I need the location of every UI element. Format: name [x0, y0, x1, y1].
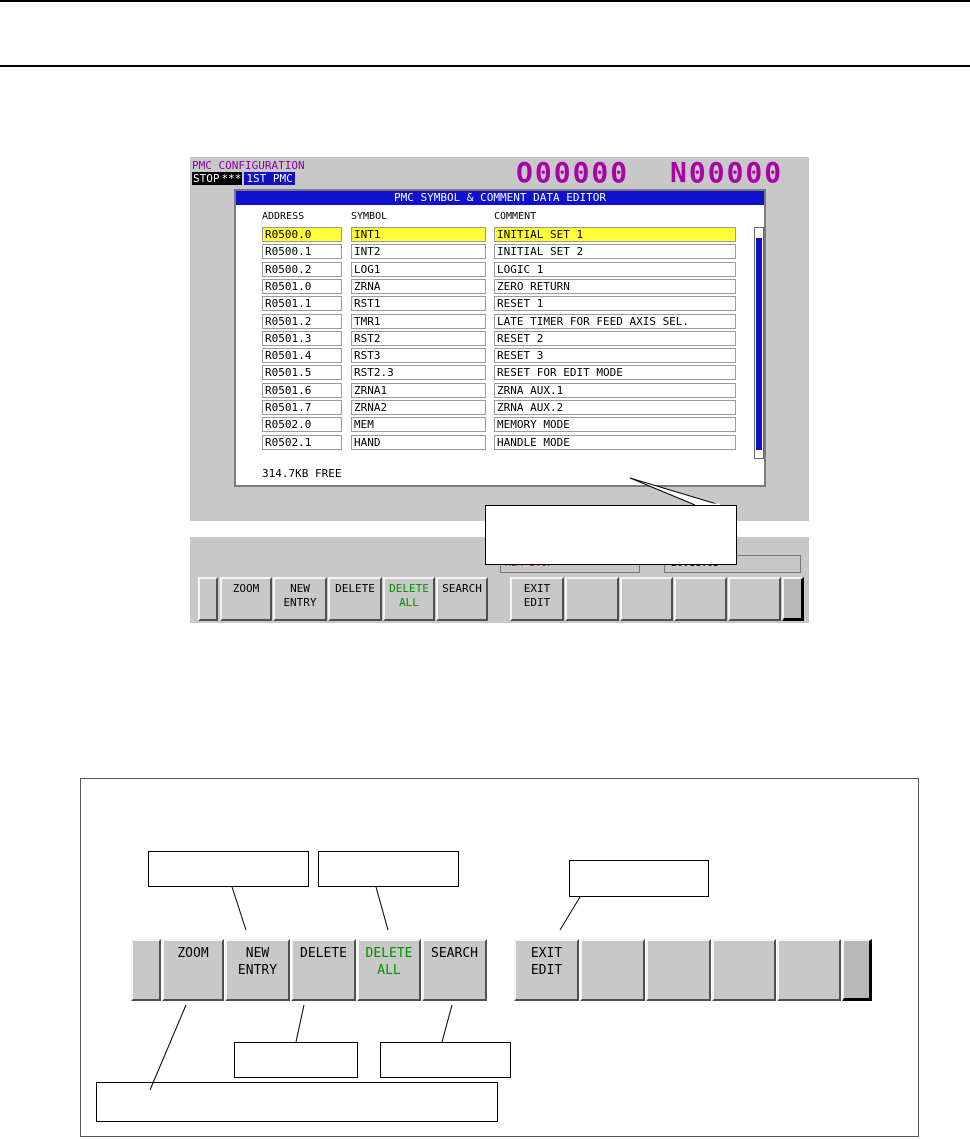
status-row — [192, 172, 295, 185]
cell-symbol[interactable]: INT2 — [351, 244, 486, 259]
enlarged-delete-all-label-1: DELETE — [365, 946, 413, 961]
cell-address[interactable]: R0501.3 — [262, 331, 342, 346]
enlarged-softkey-blank-4[interactable] — [777, 939, 841, 1001]
softkey-blank-2[interactable] — [620, 577, 673, 621]
enlarged-softkey-right-continue[interactable] — [842, 939, 872, 1001]
softkey-exit-edit-label-1: EXIT — [523, 582, 551, 595]
callout-box — [485, 505, 737, 565]
softkey-new-entry-label-1: NEW — [290, 582, 310, 595]
status-stop: STOP — [193, 172, 220, 185]
cell-comment[interactable]: INITIAL SET 2 — [494, 244, 736, 259]
label-box-exit-edit — [569, 860, 709, 897]
symbol-editor-window — [234, 189, 766, 487]
cell-comment[interactable]: HANDLE MODE — [494, 435, 736, 450]
cell-address[interactable]: R0501.1 — [262, 296, 342, 311]
cell-address[interactable]: R0502.0 — [262, 417, 342, 432]
cell-address[interactable]: R0501.7 — [262, 400, 342, 415]
status-asterisks: *** — [221, 172, 242, 185]
enlarged-new-entry-label-1: NEW — [245, 946, 270, 961]
enlarged-softkey-new-entry[interactable] — [225, 939, 290, 1001]
enlarged-softkey-blank-1[interactable] — [580, 939, 645, 1001]
cell-address[interactable]: R0501.0 — [262, 279, 342, 294]
enlarged-exit-edit-label-1: EXIT — [530, 946, 563, 961]
cell-comment[interactable]: ZERO RETURN — [494, 279, 736, 294]
enlarged-softkey-search[interactable] — [422, 939, 487, 1001]
softkey-search-label: SEARCH — [442, 582, 482, 595]
softkey-zoom[interactable] — [220, 577, 272, 621]
enlarged-delete-label: DELETE — [300, 946, 347, 961]
label-box-delete-all — [318, 851, 459, 887]
top-rule — [0, 0, 970, 2]
softkey-blank-1[interactable] — [565, 577, 619, 621]
cell-comment[interactable]: RESET FOR EDIT MODE — [494, 365, 736, 380]
enlarged-softkey-exit-edit[interactable] — [514, 939, 579, 1001]
screen-title: PMC CONFIGURATION — [192, 159, 305, 172]
cell-comment[interactable]: RESET 1 — [494, 296, 736, 311]
enlarged-softkey-blank-3[interactable] — [712, 939, 776, 1001]
cell-comment[interactable]: RESET 2 — [494, 331, 736, 346]
softkey-delete-all-label-1: DELETE — [389, 582, 429, 595]
cell-address[interactable]: R0501.2 — [262, 314, 342, 329]
cell-symbol[interactable]: LOG1 — [351, 262, 486, 277]
softkey-exit-edit[interactable] — [510, 577, 564, 621]
cell-symbol[interactable]: RST3 — [351, 348, 486, 363]
enlarged-softkey-delete[interactable] — [291, 939, 356, 1001]
cell-symbol[interactable]: ZRNA2 — [351, 400, 486, 415]
cell-address[interactable]: R0500.2 — [262, 262, 342, 277]
cell-comment[interactable]: LATE TIMER FOR FEED AXIS SEL. — [494, 314, 736, 329]
cell-symbol[interactable]: ZRNA1 — [351, 383, 486, 398]
enlarged-softkey-zoom[interactable] — [162, 939, 224, 1001]
enlarged-zoom-label: ZOOM — [177, 946, 209, 961]
softkey-right-continue[interactable] — [782, 577, 804, 621]
softkey-search[interactable] — [436, 577, 488, 621]
label-box-new-entry — [148, 851, 309, 887]
header-rule — [0, 65, 970, 67]
column-comment: COMMENT — [494, 211, 537, 222]
softkey-delete-all[interactable] — [383, 577, 435, 621]
label-box-delete — [234, 1042, 358, 1078]
cell-symbol[interactable]: ZRNA — [351, 279, 486, 294]
enlarged-search-label: SEARCH — [431, 946, 478, 961]
softkey-delete-label: DELETE — [335, 582, 375, 595]
softkey-new-entry[interactable] — [273, 577, 327, 621]
cell-symbol[interactable]: HAND — [351, 435, 486, 450]
cell-symbol[interactable]: RST2.3 — [351, 365, 486, 380]
cell-symbol[interactable]: INT1 — [351, 227, 486, 242]
status-pmc: 1ST PMC — [246, 172, 293, 185]
label-box-search — [380, 1042, 511, 1078]
enlarged-exit-edit-label-2: EDIT — [530, 963, 563, 978]
program-number: O00000 — [516, 157, 630, 189]
cell-comment[interactable]: ZRNA AUX.2 — [494, 400, 736, 415]
free-memory: 314.7KB FREE — [262, 467, 342, 480]
scrollbar-thumb[interactable] — [756, 238, 762, 450]
enlarged-delete-all-label-2: ALL — [377, 963, 401, 978]
scrollbar[interactable] — [754, 227, 764, 459]
softkey-exit-edit-label-2: EDIT — [523, 596, 551, 609]
enlarged-softkey-blank-2[interactable] — [646, 939, 711, 1001]
softkey-blank-3[interactable] — [674, 577, 727, 621]
softkey-zoom-label: ZOOM — [232, 582, 260, 595]
cell-address[interactable]: R0500.0 — [262, 227, 342, 242]
callout-pointer — [600, 470, 740, 510]
softkey-left-return[interactable] — [198, 577, 218, 621]
softkey-delete-all-label-2: ALL — [399, 596, 419, 609]
cell-symbol[interactable]: RST2 — [351, 331, 486, 346]
cell-comment[interactable]: RESET 3 — [494, 348, 736, 363]
softkey-new-entry-label-2: ENTRY — [283, 596, 317, 609]
cell-symbol[interactable]: TMR1 — [351, 314, 486, 329]
column-address: ADDRESS — [262, 211, 305, 222]
label-box-zoom — [96, 1082, 498, 1122]
cell-comment[interactable]: INITIAL SET 1 — [494, 227, 736, 242]
cell-address[interactable]: R0500.1 — [262, 244, 342, 259]
column-symbol: SYMBOL — [351, 211, 388, 222]
enlarged-softkey-left-return[interactable] — [131, 939, 161, 1001]
cell-address[interactable]: R0501.4 — [262, 348, 342, 363]
enlarged-new-entry-label-2: ENTRY — [237, 963, 278, 978]
cell-comment[interactable]: LOGIC 1 — [494, 262, 736, 277]
sequence-number: N00000 — [670, 157, 784, 189]
cell-symbol[interactable]: RST1 — [351, 296, 486, 311]
softkey-blank-4[interactable] — [728, 577, 781, 621]
cell-address[interactable]: R0501.5 — [262, 365, 342, 380]
cell-address[interactable]: R0502.1 — [262, 435, 342, 450]
softkey-delete[interactable] — [328, 577, 382, 621]
cell-comment[interactable]: ZRNA AUX.1 — [494, 383, 736, 398]
editor-title: PMC SYMBOL & COMMENT DATA EDITOR — [236, 191, 764, 205]
cell-symbol[interactable]: MEM — [351, 417, 486, 432]
enlarged-softkey-delete-all[interactable] — [357, 939, 421, 1001]
cell-comment[interactable]: MEMORY MODE — [494, 417, 736, 432]
cell-address[interactable]: R0501.6 — [262, 383, 342, 398]
